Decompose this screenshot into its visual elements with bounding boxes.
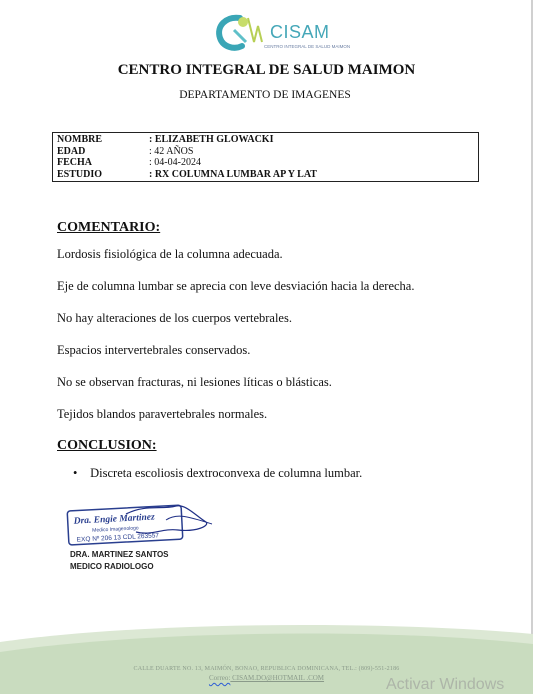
patient-info-box (52, 132, 479, 182)
info-label: FECHA (57, 157, 92, 168)
conclusion-heading: CONCLUSION: (57, 438, 157, 453)
logo-wordmark: CISAM (270, 22, 330, 42)
logo-mark-icon (212, 12, 272, 56)
comment-paragraph: No se observan fracturas, ni lesiones líticas o blásticas. (57, 375, 332, 389)
activate-windows-watermark: Activar Windows (386, 676, 505, 693)
patient-name: : ELIZABETH GLOWACKI (149, 134, 274, 145)
info-label: NOMBRE (57, 134, 102, 145)
comment-paragraph: No hay alteraciones de los cuerpos vertebrales. (57, 311, 292, 325)
signature-stamp (66, 502, 216, 553)
signer-name: DRA. MARTINEZ SANTOS (70, 550, 169, 559)
info-row-study (57, 169, 478, 181)
conclusion-text: Discreta escoliosis dextroconvexa de columna lumbar. (90, 466, 363, 478)
conclusion-item (73, 466, 362, 478)
logo-subtitle: CENTRO INTEGRAL DE SALUD MAIMON (264, 44, 351, 49)
email-prefix: Correo: (208, 674, 231, 682)
info-label: EDAD (57, 145, 86, 157)
cisam-logo (212, 12, 351, 56)
comment-paragraph: Lordosis fisiológica de la columna adecuada. (57, 247, 283, 261)
page-title: CENTRO INTEGRAL DE SALUD MAIMON (117, 62, 416, 78)
info-row-name (57, 134, 478, 146)
info-row-age (57, 146, 478, 158)
stamp-role: Medico Imagenologo (92, 525, 139, 534)
comment-paragraph: Tejidos blandos paravertebrales normales. (57, 407, 268, 421)
stamp-exq: EXQ Nº 206 13 CDL 263557 (76, 532, 160, 544)
department-title: DEPARTAMENTO DE IMAGENES (179, 89, 351, 101)
footer-address: CALLE DUARTE NO. 13, MAIMÓN, BONAO, REPUBLICA DOMINICANA, TEL.: (809)-551-2186 (133, 666, 400, 672)
comment-paragraph: Espacios intervertebrales conservados. (57, 343, 251, 357)
patient-age: : 42 AÑOS (149, 145, 194, 157)
info-row-date (57, 157, 478, 169)
stamp-name: Dra. Engie Martinez (73, 512, 155, 527)
study-name: : RX COLUMNA LUMBAR AP Y LAT (149, 168, 317, 180)
email-address[interactable]: CISAM.DO@HOTMAIL .COM (230, 674, 325, 682)
study-date: : 04-04-2024 (149, 157, 201, 168)
comment-heading: COMENTARIO: (57, 220, 161, 235)
comment-paragraph: Eje de columna lumbar se aprecia con leve desviación hacia la derecha. (57, 279, 415, 293)
signer-role: MEDICO RADIOLOGO (70, 562, 154, 571)
info-label: ESTUDIO (57, 168, 103, 180)
bullet-icon: • (73, 466, 78, 478)
